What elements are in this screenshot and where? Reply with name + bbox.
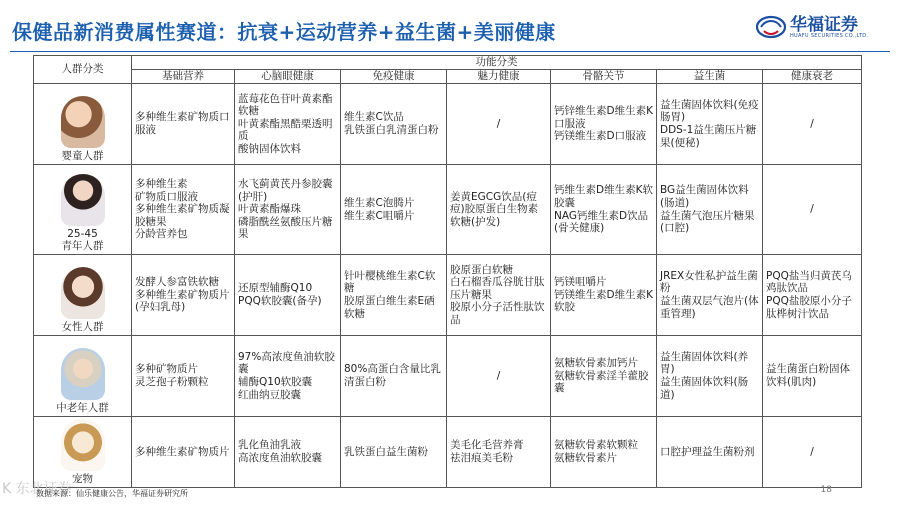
table-cell: 水飞蓟黄芪丹参胶囊(护肝) 叶黄素酯爆珠 磷脂酰丝氨酸压片糖果 bbox=[235, 165, 341, 255]
group-label: 婴童人群 bbox=[61, 150, 104, 162]
table-cell: / bbox=[763, 84, 862, 165]
table-cell: 益生菌蛋白粉固体饮料(肌肉) bbox=[763, 336, 862, 417]
table-cell: 益生菌固体饮料(养胃) 益生菌固体饮料(肠道) bbox=[657, 336, 763, 417]
table-cell: 97%高浓度鱼油软胶囊 辅酶Q10软胶囊 红曲纳豆胶囊 bbox=[235, 336, 341, 417]
table-cell: 乳化鱼油乳液 高浓度鱼油软胶囊 bbox=[235, 417, 341, 488]
page-title: 保健品新消费属性赛道：抗衰+运动营养+益生菌+美丽健康 bbox=[12, 20, 556, 44]
table-cell: / bbox=[447, 336, 551, 417]
table-cell: JREX女性私护益生菌粉 益生菌双层气泡片(体重管理) bbox=[657, 255, 763, 336]
avatar-infant-photo bbox=[61, 96, 105, 148]
group-label: 女性人群 bbox=[61, 321, 104, 333]
avatar-women-photo bbox=[61, 267, 105, 319]
avatar-elderly-photo bbox=[61, 348, 105, 400]
table-cell: 维生素C饮品 乳铁蛋白乳清蛋白粉 bbox=[341, 84, 447, 165]
avatar-youth-photo bbox=[61, 174, 105, 226]
product-category-table bbox=[33, 55, 862, 488]
table-subheader-row bbox=[34, 70, 862, 84]
table-cell: 多种维生素矿物质片 bbox=[132, 417, 235, 488]
table-cell: 氨糖软骨素加钙片 氨糖软骨素淫羊藿胶囊 bbox=[551, 336, 657, 417]
column-header: 基础营养 bbox=[132, 70, 235, 84]
table-cell: BG益生菌固体饮料(肠道) 益生菌气泡压片糖果(口腔) bbox=[657, 165, 763, 255]
group-label: 宠物 bbox=[72, 473, 93, 485]
logo-emblem-icon bbox=[756, 12, 786, 42]
column-header: 免疫健康 bbox=[341, 70, 447, 84]
table-cell: 钙维生素D维生素K软胶囊 NAG钙维生素D饮品(骨关健康) bbox=[551, 165, 657, 255]
table-cell: 多种维生素 矿物质口服液 多种维生素矿物质凝胶糖果 分龄营养包 bbox=[132, 165, 235, 255]
group-label: 中老年人群 bbox=[56, 402, 109, 414]
table-row bbox=[34, 417, 862, 488]
table-header-row bbox=[34, 56, 862, 70]
group-column-header: 人群分类 bbox=[34, 56, 132, 84]
title-divider bbox=[10, 51, 890, 52]
table-cell: 益生菌固体饮料(免疫肠胃) DDS-1益生菌压片糖果(便秘) bbox=[657, 84, 763, 165]
table-row bbox=[34, 84, 862, 165]
table-cell: 还原型辅酶Q10 PQQ软胶囊(备孕) bbox=[235, 255, 341, 336]
table-cell: 多种矿物质片 灵芝孢子粉颗粒 bbox=[132, 336, 235, 417]
table-row bbox=[34, 336, 862, 417]
group-cell bbox=[34, 255, 132, 336]
column-header: 益生菌 bbox=[657, 70, 763, 84]
group-label: 25-45 青年人群 bbox=[61, 228, 104, 252]
logo-text-cn: 华福证券 bbox=[790, 15, 858, 35]
table-cell: 针叶樱桃维生素C软糖 胶原蛋白维生素E硒软糖 bbox=[341, 255, 447, 336]
table-cell: 美毛化毛营养膏 祛泪痕美毛粉 bbox=[447, 417, 551, 488]
logo-text-en: HUAFU SECURITIES CO.,LTD. bbox=[790, 33, 869, 39]
column-header: 魅力健康 bbox=[447, 70, 551, 84]
company-logo bbox=[756, 10, 886, 46]
table-cell: / bbox=[447, 84, 551, 165]
table-cell: 口腔护理益生菌粉剂 bbox=[657, 417, 763, 488]
table-cell: 发酵人参富铁软糖 多种维生素矿物质片(孕妇乳母) bbox=[132, 255, 235, 336]
function-group-header: 功能分类 bbox=[132, 56, 862, 70]
group-cell bbox=[34, 336, 132, 417]
table-cell: / bbox=[763, 165, 862, 255]
table-cell: 多种维生素矿物质口服液 bbox=[132, 84, 235, 165]
table-cell: 80%高蛋白含量比乳清蛋白粉 bbox=[341, 336, 447, 417]
table-row bbox=[34, 165, 862, 255]
watermark: K 东北证券 bbox=[2, 481, 72, 497]
group-cell bbox=[34, 84, 132, 165]
table-cell: 钙锌维生素D维生素K口服液 钙镁维生素D口服液 bbox=[551, 84, 657, 165]
source-note: 数据来源：仙乐健康公告，华福证券研究所 bbox=[36, 489, 188, 498]
table-cell: 氨糖软骨素软颗粒 氨糖软骨素片 bbox=[551, 417, 657, 488]
page-number: 18 bbox=[820, 485, 832, 495]
table-cell: 钙镁咀嚼片 钙镁维生素D维生素K软胶 bbox=[551, 255, 657, 336]
table-cell: 乳铁蛋白益生菌粉 bbox=[341, 417, 447, 488]
table-cell: 蓝莓花色苷叶黄素酯软糖 叶黄素酯黑酷栗透明质 酸钠固体饮料 bbox=[235, 84, 341, 165]
avatar-pet-photo bbox=[61, 419, 105, 471]
column-header: 心脑眼健康 bbox=[235, 70, 341, 84]
group-cell bbox=[34, 417, 132, 488]
column-header: 骨骼关节 bbox=[551, 70, 657, 84]
table-cell: 维生素C泡腾片 维生素C咀嚼片 bbox=[341, 165, 447, 255]
table-cell: 胶原蛋白软糖 白石榴香瓜谷胱甘肽压片糖果 胶原小分子活性肽饮品 bbox=[447, 255, 551, 336]
table-cell: 姜黄EGCG饮品(痘痘)胶原蛋白生物素软糖(护发) bbox=[447, 165, 551, 255]
table-cell: / bbox=[763, 417, 862, 488]
table-row bbox=[34, 255, 862, 336]
group-cell bbox=[34, 165, 132, 255]
table-cell: PQQ盐当归黄芪乌鸡肽饮品 PQQ盐胶原小分子肽桦树汁饮品 bbox=[763, 255, 862, 336]
column-header: 健康衰老 bbox=[763, 70, 862, 84]
